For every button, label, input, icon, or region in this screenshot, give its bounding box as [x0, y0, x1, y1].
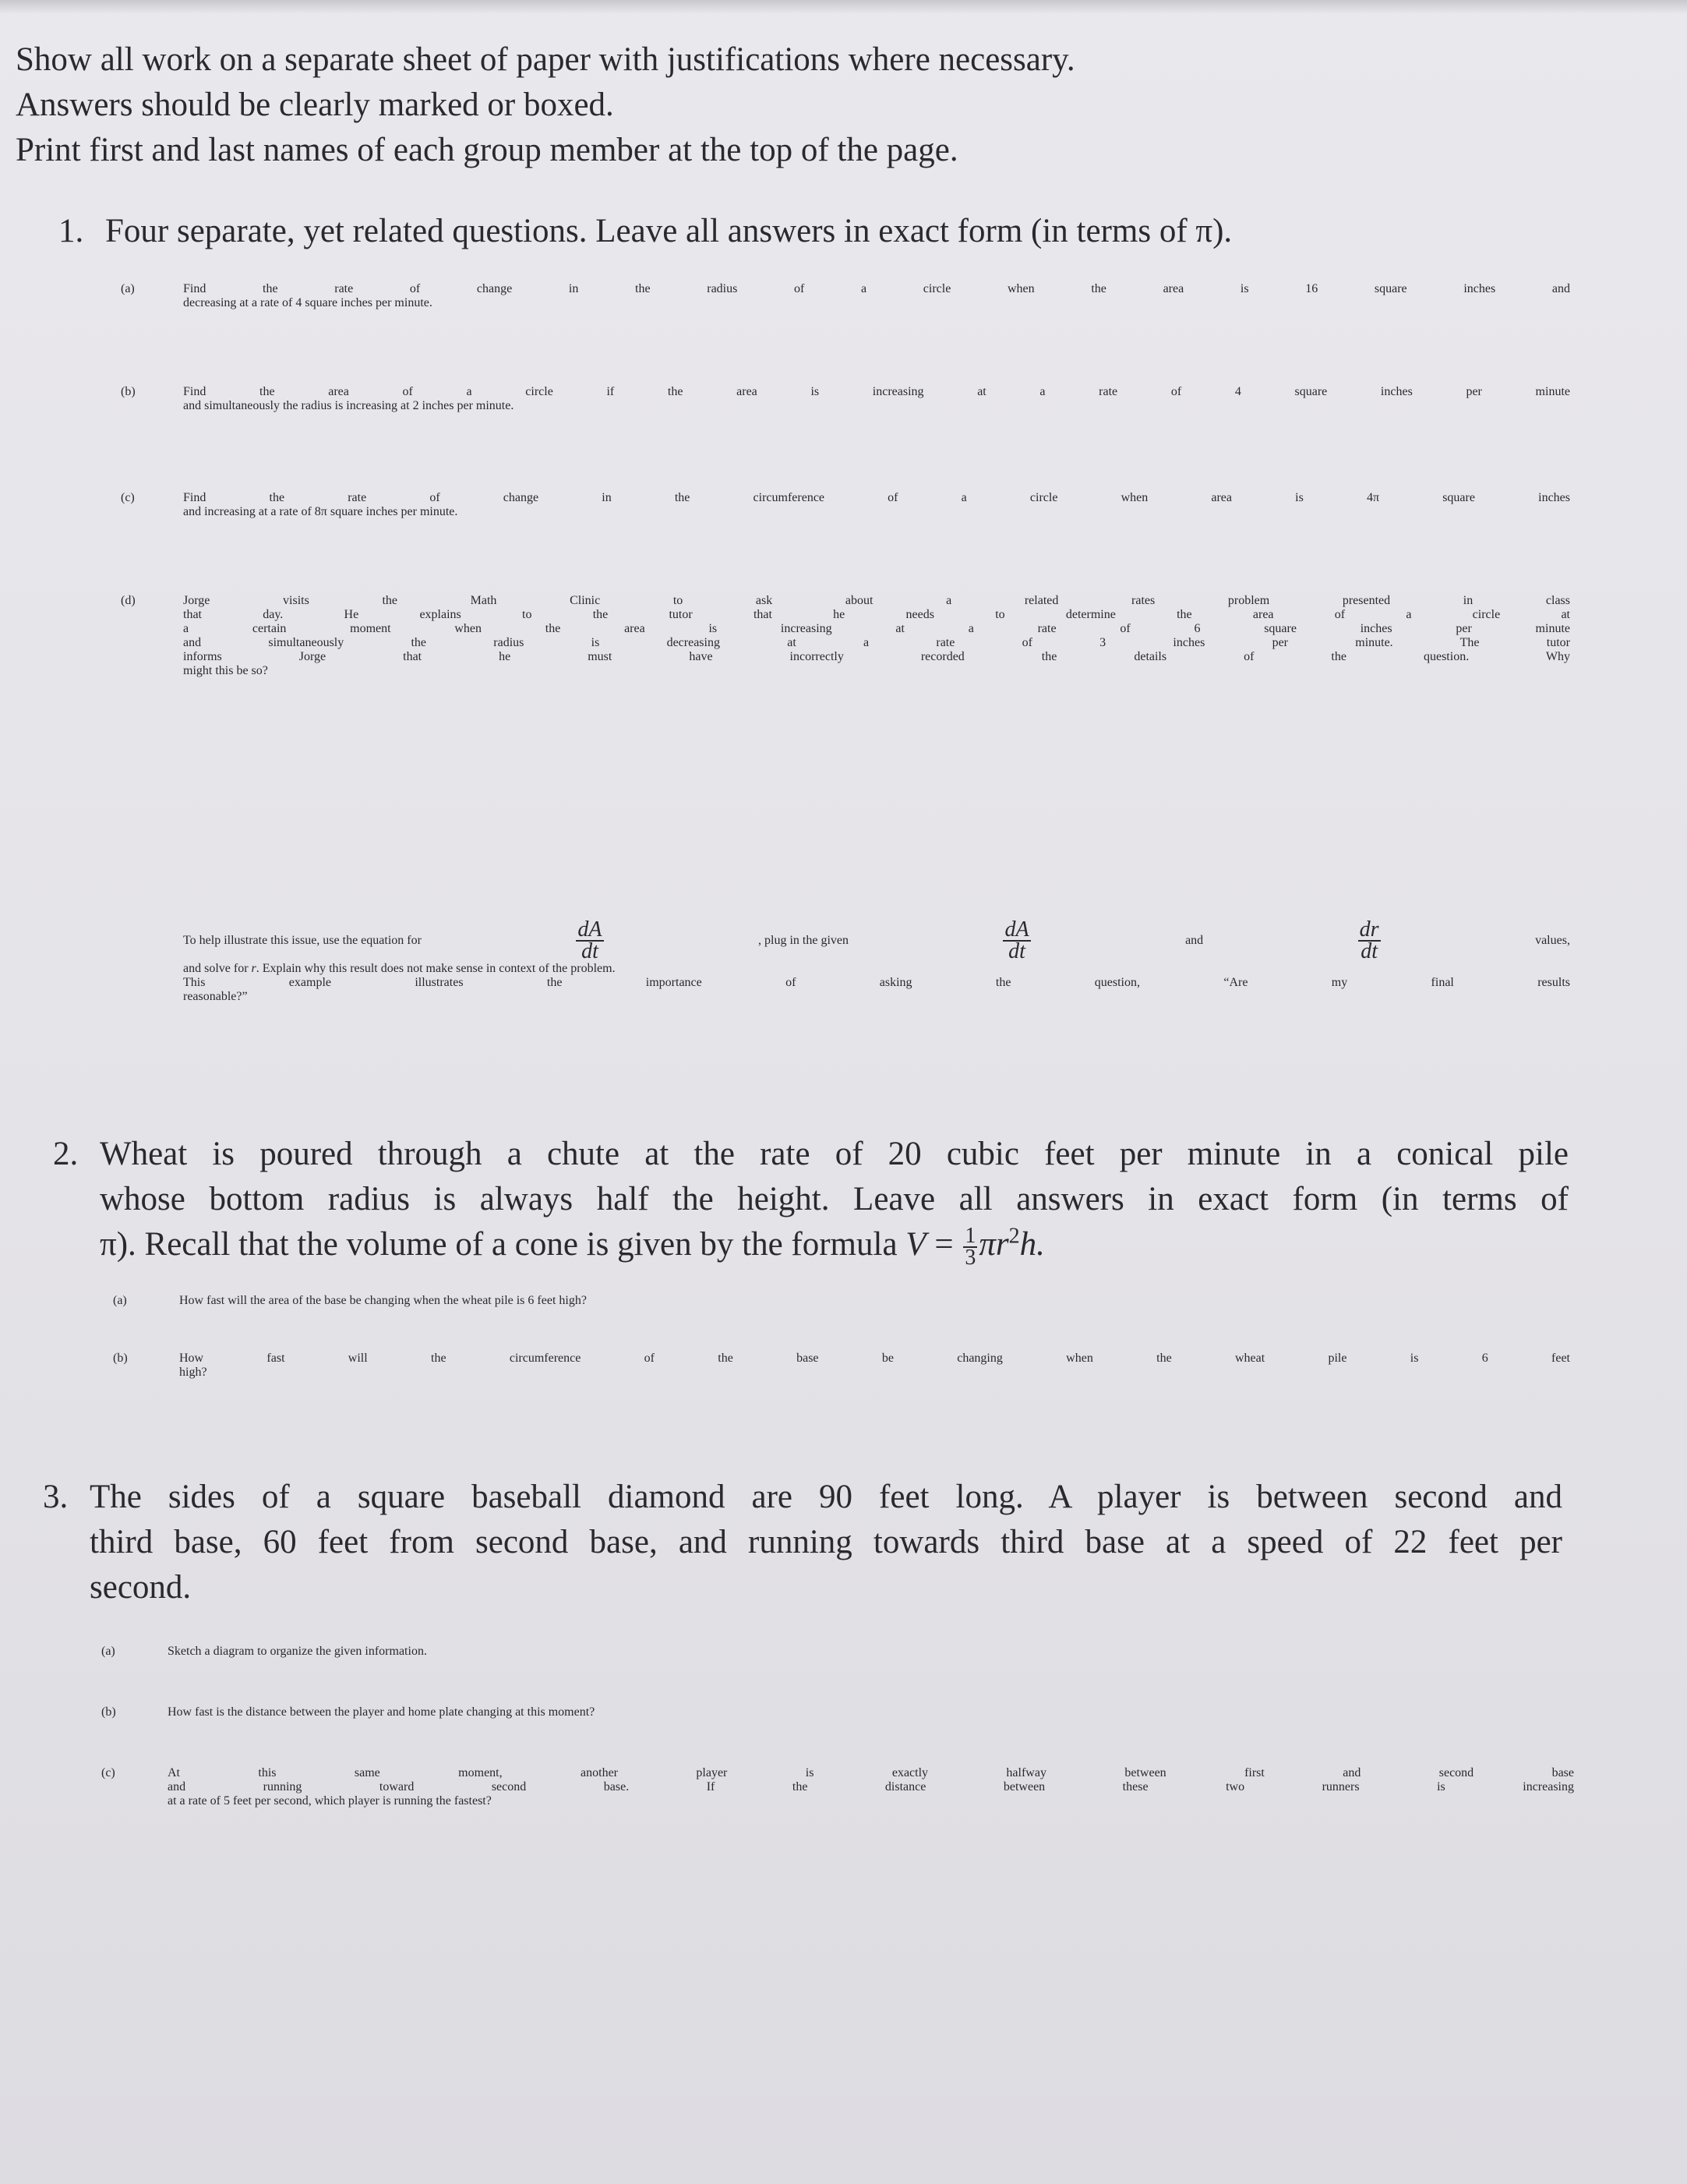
part-label: (c)	[121, 491, 135, 504]
help-text: , plug in the given	[758, 934, 849, 947]
help-text: values,	[1535, 934, 1570, 947]
part-text-line: How fast is the distance between the player and home plate changing at this moment?	[168, 1705, 595, 1719]
part-text-line: How fast will the area of the base be changing when the wheat pile is 6 feet high?	[179, 1294, 587, 1307]
fraction-dA-dt: $\frac{dA}{dt}$	[577, 917, 602, 963]
part-label: (c)	[101, 1766, 115, 1779]
question-number: 3.	[43, 1479, 69, 1515]
fraction-one-third: $\frac{1}{3}$	[965, 1224, 976, 1270]
help-line: reasonable?”	[183, 990, 248, 1003]
part-text-line: and increasing at a rate of 8π square inches per minute.	[183, 505, 458, 518]
question-number: 2.	[53, 1136, 79, 1172]
part-text-line: How fast will the circumference of the base be changing when the wheat pile is 6 feet	[179, 1352, 1570, 1365]
question-text-line: whose bottom radius is always half the height. Leave all answers in exact form (in terms of	[100, 1181, 1569, 1217]
part-label: (d)	[121, 594, 136, 607]
instruction-line: Print first and last names of each group member at the top of the page.	[16, 132, 958, 168]
fraction-dA-dt: $\frac{dA}{dt}$	[1004, 917, 1029, 963]
question-text-line: The sides of a square baseball diamond are 90 feet long. A player is between second and	[90, 1479, 1562, 1515]
question-1d-help	[183, 917, 1570, 1004]
variable-r: r	[251, 962, 256, 975]
part-text-line: At this same moment, another player is exactly halfway between first and second base	[168, 1766, 1574, 1779]
instruction-line: Show all work on a separate sheet of paper with justifications where necessary.	[16, 41, 1075, 78]
help-text: To help illustrate this issue, use the equation for	[183, 934, 422, 947]
formula-rhs: πr	[979, 1226, 1009, 1263]
part-text-line: and running toward second base. If the distance between these two runners is increasing	[168, 1780, 1574, 1793]
part-label: (a)	[101, 1645, 115, 1658]
part-label: (b)	[121, 385, 136, 398]
part-text-line: Find the rate of change in the circumference of a circle when area is 4π square inches	[183, 491, 1570, 504]
question-text-line: third base, 60 feet from second base, and running towards third base at a speed of 22 feet per	[90, 1524, 1562, 1560]
part-text-line: that day. He explains to the tutor that he needs to determine the area of a circle at	[183, 608, 1570, 621]
instruction-line: Answers should be clearly marked or boxed.	[16, 87, 614, 123]
part-label: (b)	[101, 1705, 116, 1719]
part-text-line: Find the rate of change in the radius of a circle when the area is 16 square inches and	[183, 282, 1570, 295]
help-text: and	[1185, 934, 1204, 947]
part-text-line: Find the area of a circle if the area is increasing at a rate of 4 square inches per minute	[183, 385, 1570, 398]
formula-lhs: V	[905, 1226, 926, 1263]
question-text-line: π). Recall that the volume of a cone is given by the formula V = $\frac{1}{3}$ $\pi r^2h$.	[100, 1224, 1045, 1270]
part-label: (b)	[113, 1352, 128, 1365]
question-stem: Four separate, yet related questions. Leave all answers in exact form (in terms of π).	[105, 213, 1233, 249]
instructions	[16, 37, 1075, 173]
part-text-line: at a rate of 5 feet per second, which player is running the fastest?	[168, 1794, 492, 1808]
question-number: 1.	[58, 213, 84, 249]
part-text-line: might this be so?	[183, 664, 268, 677]
part-text-line: decreasing at a rate of 4 square inches per minute.	[183, 296, 432, 309]
help-line: This example illustrates the importance of asking the question, “Are my final results	[183, 976, 1570, 989]
question-text-line: Wheat is poured through a chute at the rate of 20 cubic feet per minute in a conical pile	[100, 1136, 1569, 1172]
part-text-line: and simultaneously the radius is increasing at 2 inches per minute.	[183, 399, 514, 412]
part-text-line: Sketch a diagram to organize the given information.	[168, 1645, 427, 1658]
part-text-line: and simultaneously the radius is decreasing at a rate of 3 inches per minute. The tutor	[183, 636, 1570, 649]
fraction-dr-dt: $\frac{dr}{dt}$	[1359, 917, 1379, 963]
part-text-line: Jorge visits the Math Clinic to ask about a related rates problem presented in class	[183, 594, 1570, 607]
part-label: (a)	[113, 1294, 127, 1307]
help-line	[183, 917, 1570, 963]
part-text-line: high?	[179, 1366, 207, 1379]
question-text-line: second.	[90, 1569, 192, 1606]
page-top-edge	[0, 0, 1687, 14]
help-line: and solve for r. Explain why this result does not make sense in context of the problem.	[183, 962, 616, 975]
part-label: (a)	[121, 282, 135, 295]
part-text-line: informs Jorge that he must have incorrectly recorded the details of the question. Why	[183, 650, 1570, 663]
part-text-line: a certain moment when the area is increasing at a rate of 6 square inches per minute	[183, 622, 1570, 635]
